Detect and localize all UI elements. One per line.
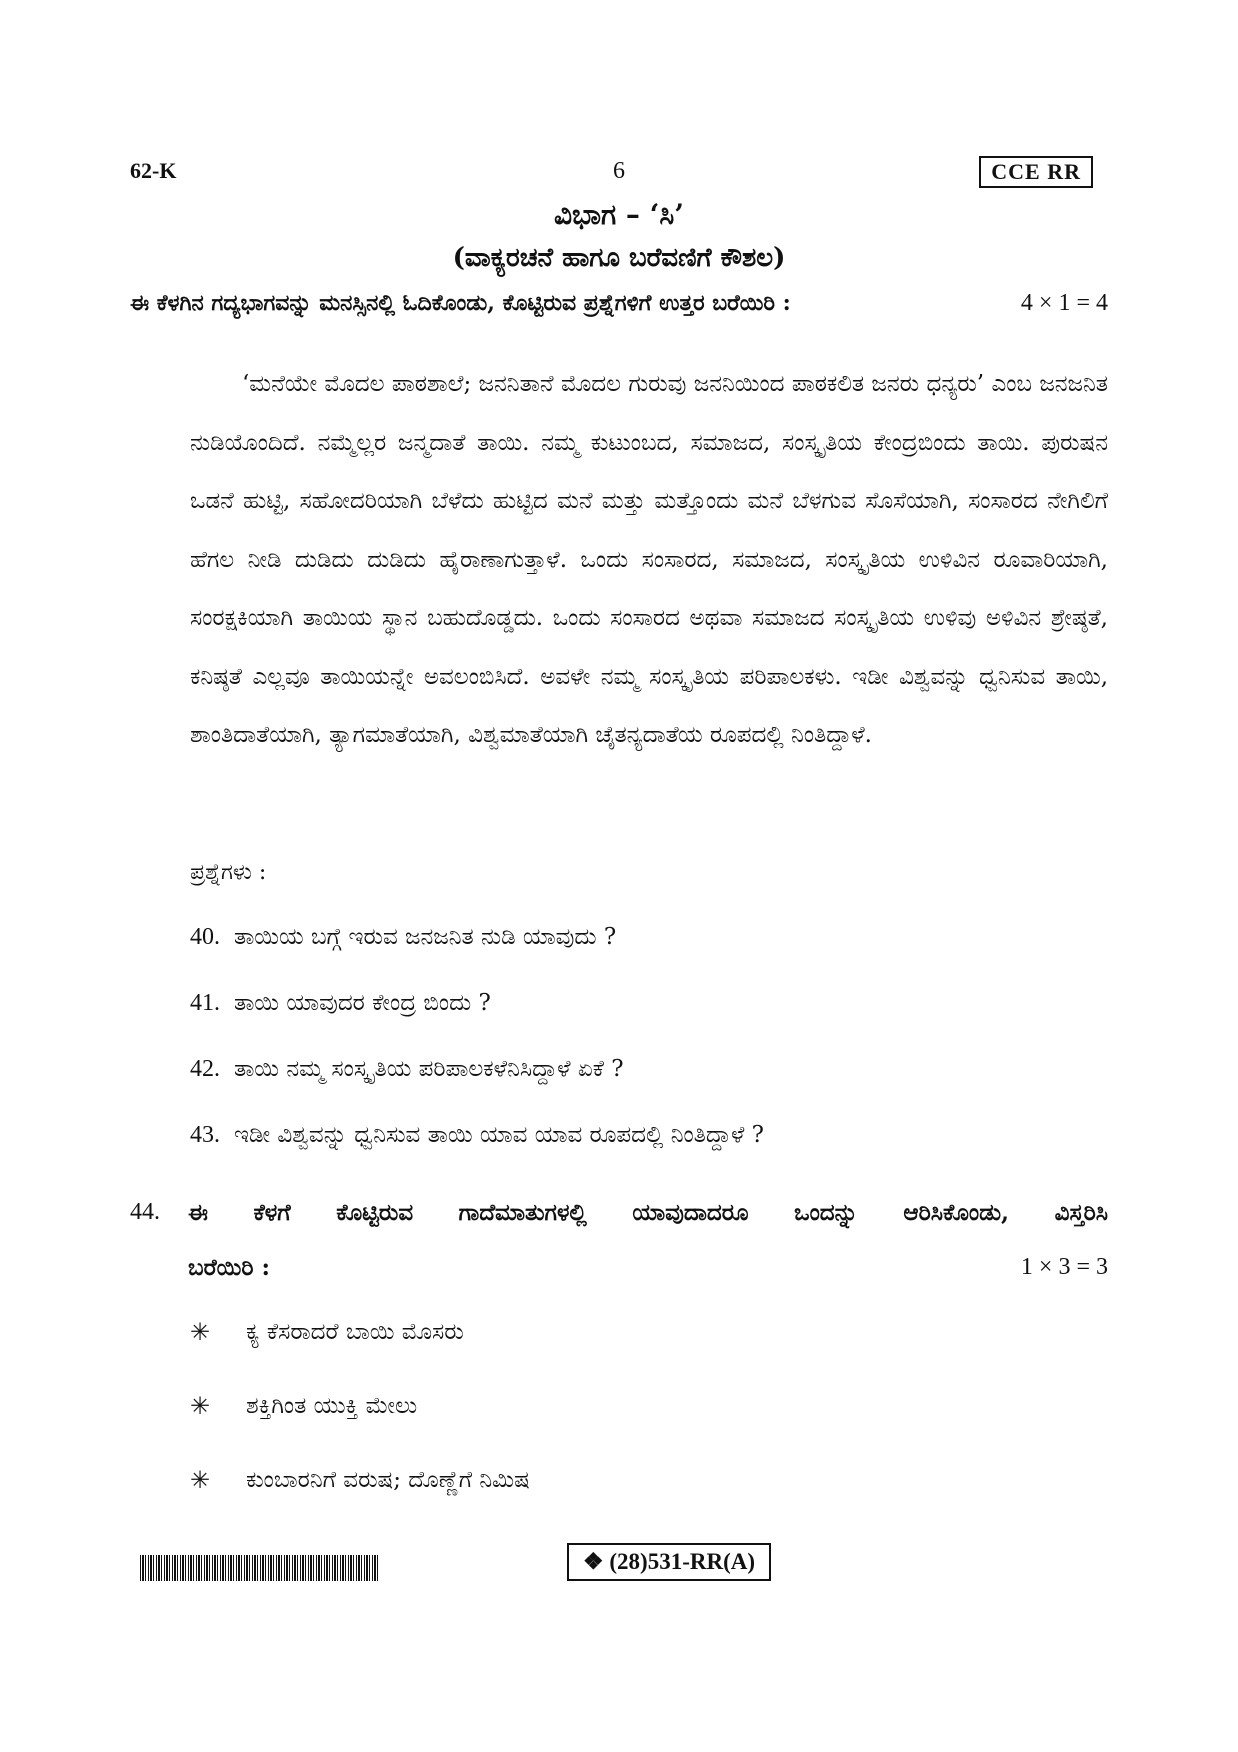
page-number: 6 <box>613 158 625 184</box>
question-44 <box>130 1185 1108 1295</box>
instruction-row <box>130 290 1108 317</box>
question-number: 43. <box>190 1122 220 1148</box>
questions-heading: ಪ್ರಶ್ನೆಗಳು : <box>190 860 267 885</box>
barcode <box>140 1555 380 1581</box>
proverb-text: ಕುಂಬಾರನಿಗೆ ವರುಷ; ದೊಣ್ಣೆಗೆ ನಿಮಿಷ <box>246 1467 530 1493</box>
proverb-text: ಕ್ಯ ಕೆಸರಾದರೆ ಬಾಯಿ ಮೊಸರು <box>246 1319 464 1345</box>
question-40 <box>190 924 616 951</box>
question-number: 41. <box>190 990 220 1016</box>
question-number: 44. <box>130 1199 160 1225</box>
question-41 <box>190 990 491 1017</box>
question-44-instruction: ಈ ಕೆಳಗೆ ಕೊಟ್ಟಿರುವ ಗಾದೆಮಾತುಗಳಲ್ಲಿ ಯಾವುದಾದರೂ ಒಂದನ್ನು ಆರಿಸಿಕೊಂಡು, ವಿಸ್ತರಿಸಿ <box>188 1199 1108 1226</box>
passage: ‘ಮನೆಯೇ ಮೊದಲ ಪಾಠಶಾಲೆ; ಜನನಿತಾನೆ ಮೊದಲ ಗುರುವು ಜನನಿಯಿಂದ ಪಾಠಕಲಿತ ಜನರು ಧನ್ಯರು’ ಎಂಬ ಜನಜನಿತ ನುಡಿಯೊಂದಿದೆ. ನಮ್ಮೆಲ್ಲರ ಜನ್ಮದಾತೆ ತಾಯಿ. ನಮ್ಮ ಕುಟುಂಬದ, ಸಮಾಜದ, ಸಂಸ್ಕೃತಿಯ ಕೇಂದ್ರಬಿಂದು ತಾಯಿ. ಪುರುಷನ ಒಡನೆ ಹುಟ್ಟಿ, ಸಹೋದರಿಯಾಗಿ ಬೆಳೆದು ಹುಟ್ಟಿದ ಮನೆ ಮತ್ತು ಮತ್ತೊಂದು ಮನೆ ಬೆಳಗುವ ಸೊಸೆಯಾಗಿ, ಸಂಸಾರದ ನೇಗಿಲಿಗೆ ಹೆಗಲ ನೀಡಿ ದುಡಿದು ದುಡಿದು ಹೈರಾಣಾಗುತ್ತಾಳೆ. ಒಂದು ಸಂಸಾರದ, ಸಮಾಜದ, ಸಂಸ್ಕೃತಿಯ ಉಳಿವಿನ ರೂವಾರಿಯಾಗಿ, ಸಂರಕ್ಷಕಿಯಾಗಿ ತಾಯಿಯ ಸ್ಥಾನ ಬಹುದೊಡ್ಡದು. ಒಂದು ಸಂಸಾರದ ಅಥವಾ ಸಮಾಜದ ಸಂಸ್ಕೃತಿಯ ಉಳಿವು ಅಳಿವಿನ ಶ್ರೇಷ್ಠತೆ, ಕನಿಷ್ಠತೆ ಎಲ್ಲವೂ ತಾಯಿಯನ್ನೇ ಅವಲಂಬಿಸಿದೆ. ಅವಳೇ ನಮ್ಮ ಸಂಸ್ಕೃತಿಯ ಪರಿಪಾಲಕಳು. ಇಡೀ ವಿಶ್ವವನ್ನು ಧ್ವನಿಸುವ ತಾಯಿ, ಶಾಂತಿದಾತೆಯಾಗಿ, ತ್ಯಾಗಮಾತೆಯಾಗಿ, ವಿಶ್ವಮಾತೆಯಾಗಿ ಚೈತನ್ಯದಾತೆಯ ರೂಪದಲ್ಲಿ ನಿಂತಿದ್ದಾಳೆ. <box>190 371 1108 748</box>
question-44-instruction-end: ಬರೆಯಿರಿ : <box>188 1254 271 1281</box>
proverb-text: ಶಕ್ತಿಗಿಂತ ಯುಕ್ತಿ ಮೇಲು <box>246 1393 418 1419</box>
section-title: ವಿಭಾಗ – ‘ಸಿ’ <box>553 198 685 231</box>
question-text: ತಾಯಿ ನಮ್ಮ ಸಂಸ್ಕೃತಿಯ ಪರಿಪಾಲಕಳೆನಿಸಿದ್ದಾಳೆ ಏಕೆ ? <box>234 1056 624 1082</box>
proverb-item <box>190 1392 417 1420</box>
question-number: 40. <box>190 924 220 950</box>
footer-code: ❖ (28)531-RR(A) <box>567 1543 771 1581</box>
section-subtitle: (ವಾಕ್ಯರಚನೆ ಹಾಗೂ ಬರೆವಣಿಗೆ ಕೌಶಲ) <box>452 243 786 273</box>
question-43 <box>190 1122 764 1149</box>
proverb-item <box>190 1466 530 1494</box>
question-text: ತಾಯಿ ಯಾವುದರ ಕೇಂದ್ರ ಬಿಂದು ? <box>234 990 491 1016</box>
question-44-marks: 1 × 3 = 3 <box>1020 1254 1108 1280</box>
instruction-marks: 4 × 1 = 4 <box>1020 290 1108 316</box>
question-text: ಇಡೀ ವಿಶ್ವವನ್ನು ಧ್ವನಿಸುವ ತಾಯಿ ಯಾವ ಯಾವ ರೂಪದಲ್ಲಿ ನಿಂತಿದ್ದಾಳೆ ? <box>234 1122 764 1148</box>
asterisk-bullet-icon: ✳ <box>190 1466 211 1494</box>
question-42 <box>190 1056 624 1083</box>
question-text: ತಾಯಿಯ ಬಗ್ಗೆ ಇರುವ ಜನಜನಿತ ನುಡಿ ಯಾವುದು ? <box>234 924 617 950</box>
asterisk-bullet-icon: ✳ <box>190 1392 211 1420</box>
paper-code: 62-K <box>130 158 177 183</box>
proverb-item <box>190 1318 464 1346</box>
question-44-line2 <box>188 1240 1108 1295</box>
instruction-text: ಈ ಕೆಳಗಿನ ಗದ್ಯಭಾಗವನ್ನು ಮನಸ್ಸಿನಲ್ಲಿ ಓದಿಕೊಂಡು, ಕೊಟ್ಟಿರುವ ಪ್ರಶ್ನೆಗಳಿಗೆ ಉತ್ತರ ಬರೆಯಿರಿ : <box>130 290 791 316</box>
boxed-code: CCE RR <box>979 156 1093 188</box>
question-number: 42. <box>190 1056 220 1082</box>
asterisk-bullet-icon: ✳ <box>190 1318 211 1346</box>
